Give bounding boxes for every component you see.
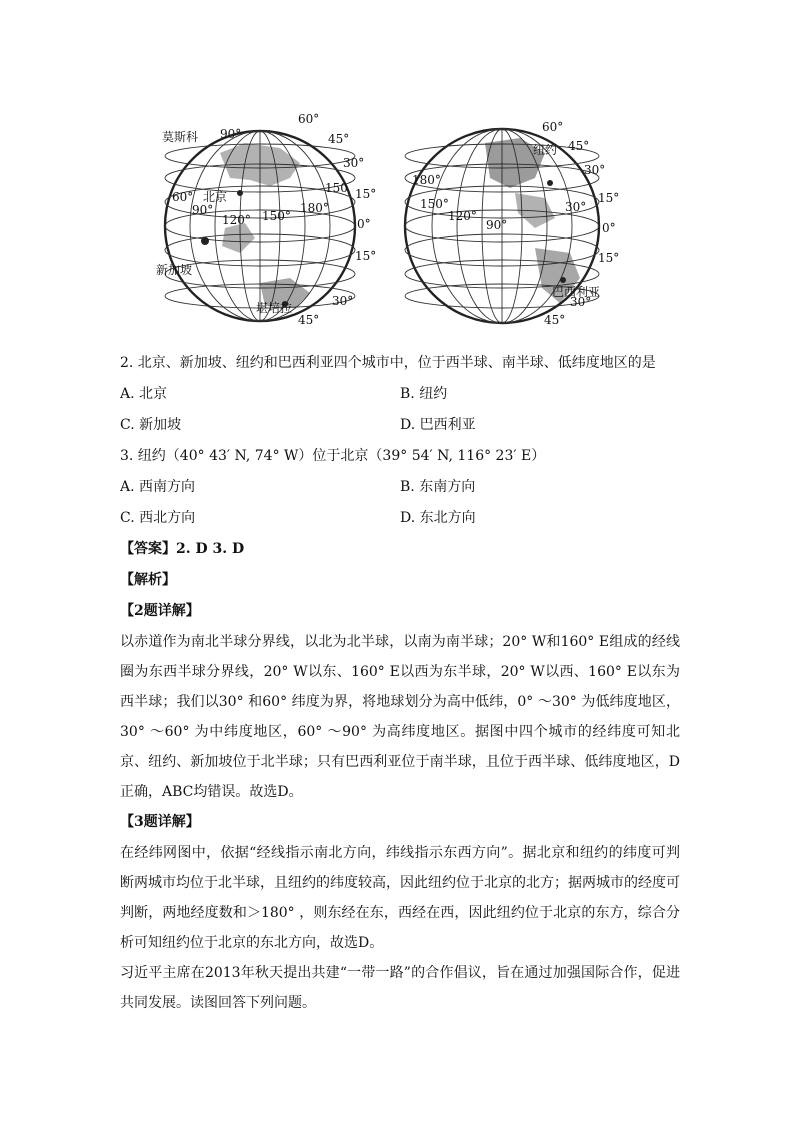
detail-2-label: 【2题详解】: [120, 603, 200, 619]
city-label-brasilia: 巴西利亚: [552, 285, 601, 299]
lon-label: 90°: [486, 218, 508, 232]
lat-label: 60°: [298, 112, 320, 126]
lon-label: 150: [325, 181, 348, 195]
lat-label: 15°: [598, 191, 620, 205]
option-d: D. 东北方向: [400, 510, 476, 526]
lon-label: 150°: [420, 197, 449, 211]
lat-label: 45°: [328, 132, 350, 146]
lat-label: 45°: [298, 313, 320, 327]
lon-label: 150°: [262, 209, 291, 223]
lat-label: 30°: [343, 156, 365, 170]
city-label-moscow: 莫斯科: [162, 130, 199, 144]
lon-label: 120°: [222, 213, 251, 227]
left-globe: [165, 131, 355, 321]
question-3-options-row-1: [120, 472, 680, 503]
lat-label: 0°: [357, 217, 371, 231]
city-label-singapore: 新加坡: [156, 263, 193, 277]
document-body: [120, 348, 680, 1018]
city-label-canberra: 堪培拉: [256, 301, 293, 315]
question-2-options-row-1: [120, 379, 680, 410]
globes-figure: [150, 108, 620, 333]
question-3-stem: 3. 纽约（40° 43′ N, 74° W）位于北京（39° 54′ N, 116° 23′ E）: [120, 448, 546, 464]
lat-label: 0°: [602, 221, 616, 235]
detail-3-label: 【3题详解】: [120, 814, 200, 830]
lat-label: 45°: [544, 313, 566, 327]
question-2-options-row-2: [120, 410, 680, 441]
lat-label: 30°: [332, 294, 354, 308]
lon-label: 180°: [300, 201, 329, 215]
option-a: A. 北京: [120, 386, 168, 402]
option-d: D. 巴西利亚: [400, 417, 476, 433]
option-b: B. 东南方向: [400, 479, 476, 495]
lat-label: 15°: [355, 249, 377, 263]
detail-3-text: 在经纬网图中，依据“经线指示南北方向，纬线指示东西方向”。据北京和纽约的纬度可判断两城市均位于北半球，且纽约的纬度较高，因此纽约位于北京的北方；据两城市的经度可判断，两地经度数和＞180° ，则东经在东，西经在西，因此纽约位于北京的东方，综合分析可知纽约位于北京的东北方向，故选D。: [120, 845, 680, 951]
detail-2-text: 以赤道作为南北半球分界线，以北为北半球，以南为南半球；20° W和160° E组成的经线圈为东西半球分界线，20° W以东、160° E以西为东半球，20° W以西、160° E以东为西半球；我们以30° 和60° 纬度为界，将地球划分为高中低纬，0° ～30° 为低纬度地区，30° ～60° 为中纬度地区，60° ～90° 为高纬度地区。据图中四个城市的经纬度可知北京、纽约、新加坡位于北半球；只有巴西利亚位于南半球，且位于西半球、低纬度地区，D正确，ABC均错误。故选D。: [120, 634, 680, 800]
lon-label: 120°: [448, 209, 477, 223]
option-b: B. 纽约: [400, 386, 448, 402]
lat-label: 30°: [584, 163, 606, 177]
lat-label: 15°: [598, 251, 620, 265]
question-2-stem: 2. 北京、新加坡、纽约和巴西利亚四个城市中，位于西半球、南半球、低纬度地区的是: [120, 355, 656, 371]
lat-label: 15°: [355, 187, 377, 201]
lon-label: 180°: [412, 173, 441, 187]
lat-label: 30°: [570, 295, 592, 309]
option-c: C. 西北方向: [120, 510, 196, 526]
analysis-label: 【解析】: [120, 572, 176, 588]
lon-label: 90°: [192, 203, 214, 217]
question-3-options-row-2: [120, 503, 680, 534]
option-c: C. 新加坡: [120, 417, 182, 433]
lon-label: 60°: [172, 190, 194, 204]
city-label-newyork: 纽约: [533, 143, 558, 157]
globes-svg: [150, 108, 620, 333]
lon-label: 30°: [565, 200, 587, 214]
intro-paragraph: 习近平主席在2013年秋天提出共建“一带一路”的合作倡议，旨在通过加强国际合作，促进共同发展。读图回答下列问题。: [120, 965, 680, 1011]
lat-label: 60°: [542, 120, 564, 134]
city-label-beijing: 北京: [203, 190, 228, 204]
lon-label: 90°: [220, 127, 242, 141]
lat-label: 45°: [568, 139, 590, 153]
answer-line: 【答案】2. D 3. D: [120, 541, 245, 557]
option-a: A. 西南方向: [120, 479, 196, 495]
